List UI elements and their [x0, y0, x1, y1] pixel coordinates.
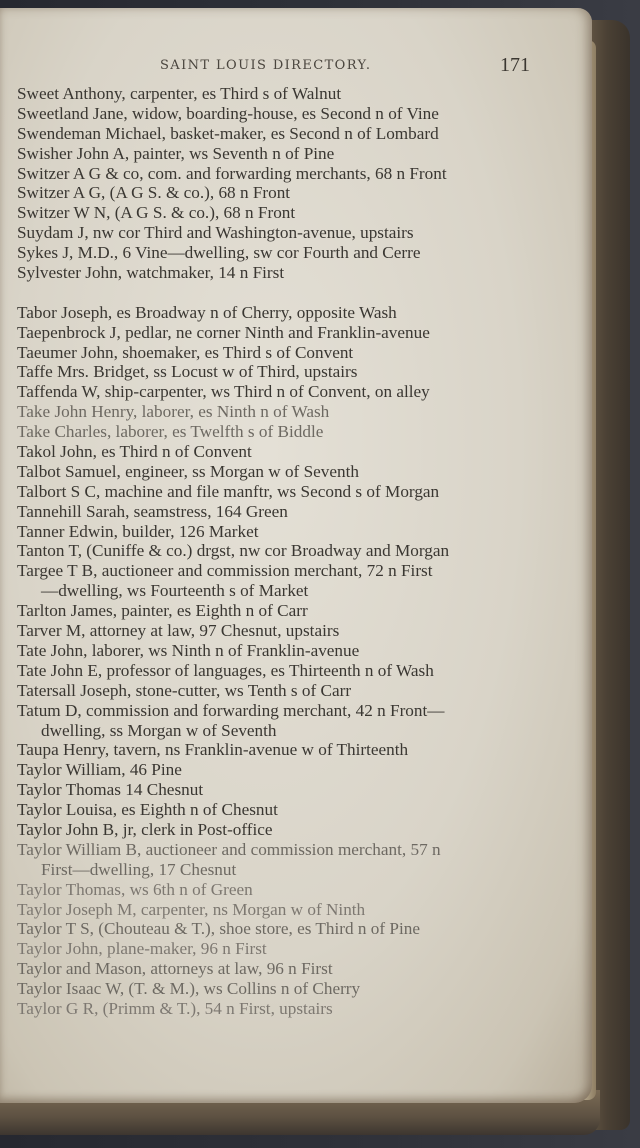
directory-entry: Taylor John, plane-maker, 96 n First: [17, 939, 267, 959]
directory-entry: Tanner Edwin, builder, 126 Market: [17, 521, 259, 541]
directory-entry: Tate John, laborer, ws Ninth n of Franklin-avenue: [17, 640, 360, 660]
directory-entry: Taylor Joseph M, carpenter, ns Morgan w of Ninth: [17, 899, 366, 919]
directory-entry: Sylvester John, watchmaker, 14 n First: [17, 263, 285, 283]
directory-entry: Tatersall Joseph, stone-cutter, ws Tenth s of Carr: [17, 680, 352, 700]
directory-entry: Taylor Thomas 14 Chesnut: [17, 780, 204, 800]
page-header: [0, 46, 592, 76]
directory-entry-continuation: First—dwelling, 17 Chesnut: [41, 859, 237, 879]
directory-entry: Talbot Samuel, engineer, ss Morgan w of Seventh: [17, 461, 359, 481]
directory-entry: Talbort S C, machine and file manftr, ws Second s of Morgan: [17, 481, 440, 501]
directory-entry: Taylor Thomas, ws 6th n of Green: [17, 879, 253, 899]
directory-entry: Tabor Joseph, es Broadway n of Cherry, opposite Wash: [17, 302, 397, 322]
directory-entry: Taylor William, 46 Pine: [17, 760, 182, 780]
directory-entry: Targee T B, auctioneer and commission merchant, 72 n First: [17, 561, 433, 581]
directory-entry: Taffenda W, ship-carpenter, ws Third n of Convent, on alley: [17, 382, 430, 402]
directory-entry-continuation: dwelling, ss Morgan w of Seventh: [41, 720, 277, 740]
directory-entry: Taylor T S, (Chouteau & T.), shoe store, es Third n of Pine: [17, 919, 420, 939]
directory-entry: Take John Henry, laborer, es Ninth n of Wash: [17, 402, 330, 422]
directory-entry: Taffe Mrs. Bridget, ss Locust w of Third, upstairs: [17, 362, 358, 382]
directory-entry: Tatum D, commission and forwarding merchant, 42 n Front—: [17, 700, 445, 720]
directory-entry: Tarver M, attorney at law, 97 Chesnut, upstairs: [17, 621, 340, 641]
directory-entry: Tanton T, (Cuniffe & co.) drgst, nw cor Broadway and Morgan: [17, 541, 450, 561]
directory-entry: Taepenbrock J, pedlar, ne corner Ninth and Franklin-avenue: [17, 322, 430, 342]
directory-entry: Taylor Isaac W, (T. & M.), ws Collins n of Cherry: [17, 979, 361, 999]
directory-entry: Taupa Henry, tavern, ns Franklin-avenue w of Thirteenth: [17, 740, 409, 760]
directory-entry: Taylor and Mason, attorneys at law, 96 n First: [17, 959, 333, 979]
directory-entry: Swisher John A, painter, ws Seventh n of Pine: [17, 143, 335, 163]
directory-entry: Switzer W N, (A G S. & co.), 68 n Front: [17, 203, 296, 223]
page-number: 171: [500, 54, 530, 76]
directory-entry: Sykes J, M.D., 6 Vine—dwelling, sw cor Fourth and Cerre: [17, 243, 421, 263]
directory-entries: [17, 84, 537, 1019]
directory-entry: Sweetland Jane, widow, boarding-house, es Second n of Vine: [17, 103, 439, 123]
directory-entry-continuation: —dwelling, ws Fourteenth s of Market: [41, 581, 309, 601]
directory-entry: Sweet Anthony, carpenter, es Third s of Walnut: [17, 84, 342, 103]
directory-entry: Taylor Louisa, es Eighth n of Chesnut: [17, 800, 278, 820]
directory-entry: Tannehill Sarah, seamstress, 164 Green: [17, 501, 288, 521]
directory-entry: Taylor William B, auctioneer and commission merchant, 57 n: [17, 839, 441, 859]
directory-entry: Tate John E, professor of languages, es Thirteenth n of Wash: [17, 660, 434, 680]
directory-entry: Taylor G R, (Primm & T.), 54 n First, upstairs: [17, 998, 333, 1018]
running-head: SAINT LOUIS DIRECTORY.: [160, 58, 372, 73]
directory-entry: Take Charles, laborer, es Twelfth s of Biddle: [17, 422, 324, 442]
directory-entry: Switzer A G & co, com. and forwarding merchants, 68 n Front: [17, 163, 447, 183]
directory-entry: Swendeman Michael, basket-maker, es Second n of Lombard: [17, 123, 439, 143]
directory-entry: Switzer A G, (A G S. & co.), 68 n Front: [17, 183, 291, 203]
directory-entry: Taeumer John, shoemaker, es Third s of Convent: [17, 342, 354, 362]
section-gap: [17, 283, 537, 303]
directory-page: [0, 8, 592, 1103]
directory-entry: Tarlton James, painter, es Eighth n of Carr: [17, 601, 308, 621]
directory-entry: Takol John, es Third n of Convent: [17, 442, 252, 462]
directory-entry: Taylor John B, jr, clerk in Post-office: [17, 819, 273, 839]
directory-entry: Suydam J, nw cor Third and Washington-avenue, upstairs: [17, 223, 414, 243]
